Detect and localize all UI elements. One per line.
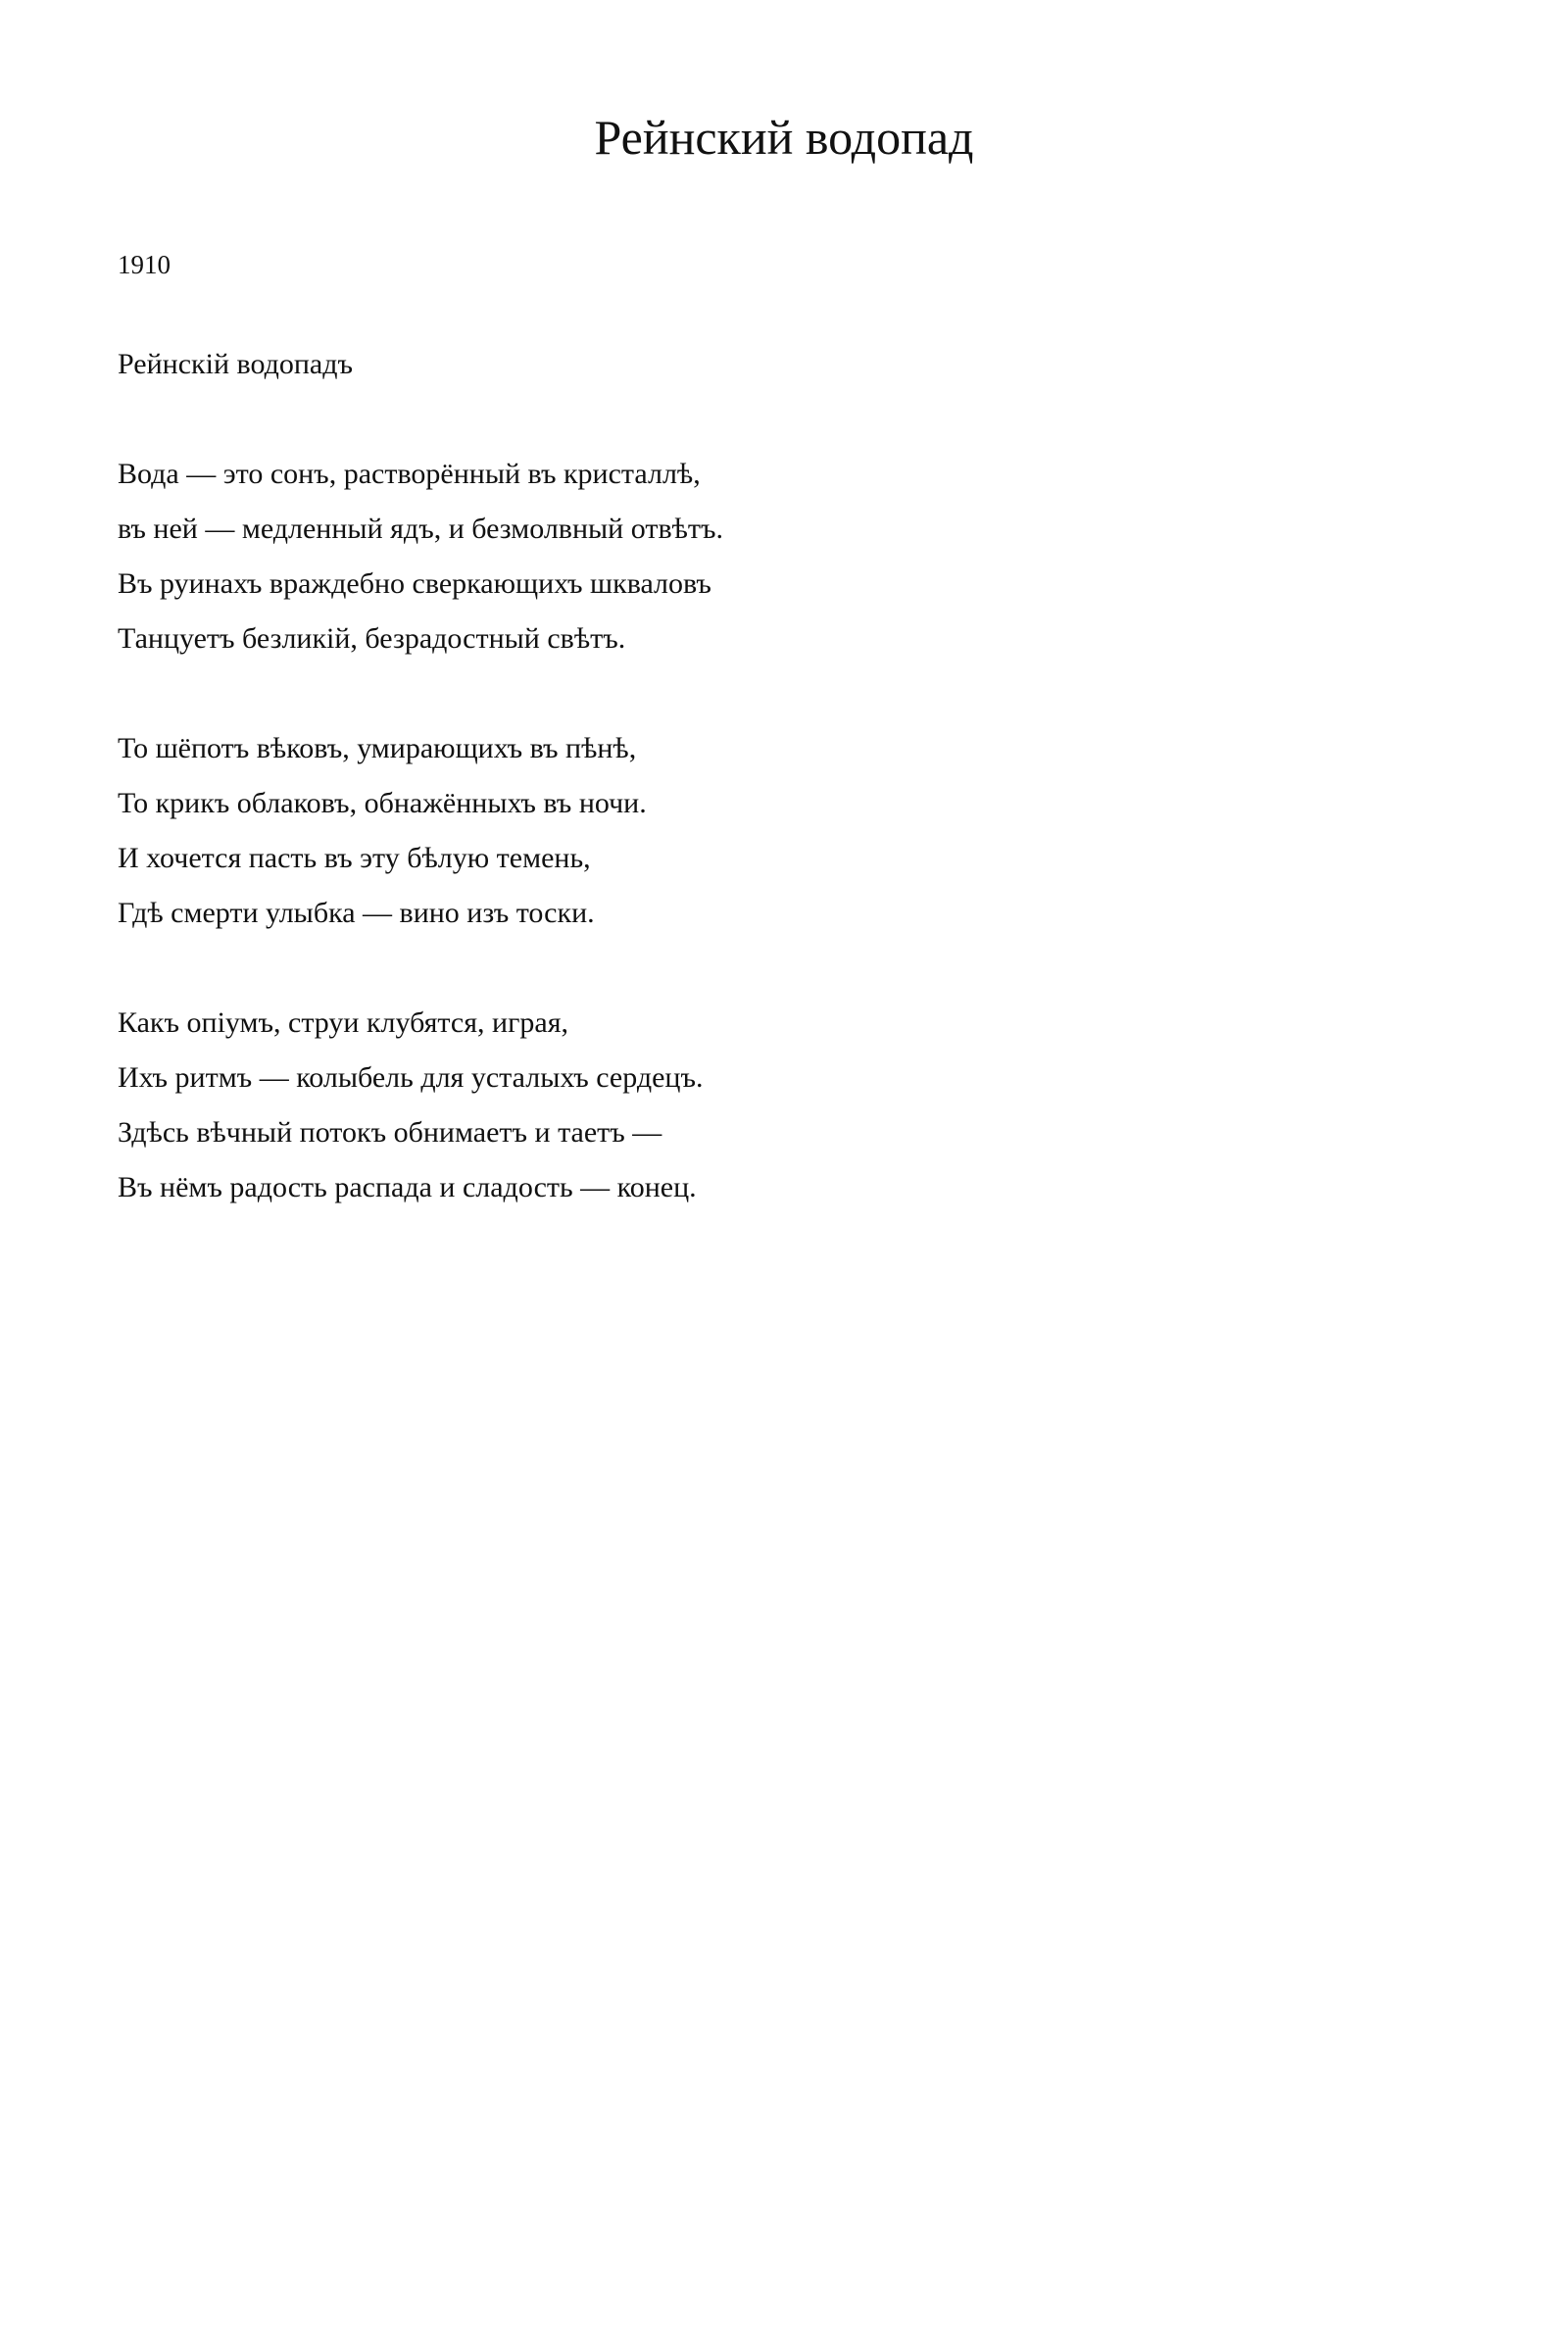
poem-line: То крикъ облаковъ, обнажённыхъ въ ночи.	[118, 787, 647, 819]
stanza-1	[118, 447, 1392, 666]
poem-line: И хочется пасть въ эту бѣлую темень,	[118, 842, 591, 874]
poem-line: Танцуетъ безликій, безрадостный свѣтъ.	[118, 622, 626, 655]
poem-line: Какъ опіумъ, струи клубятся, играя,	[118, 1006, 568, 1039]
year-label: 1910	[118, 250, 171, 279]
stanza-2	[118, 721, 1392, 941]
poem-line: Ихъ ритмъ — колыбель для усталыхъ сердецъ.	[118, 1061, 704, 1094]
poem-line: То шёпотъ вѣковъ, умирающихъ въ пѣнѣ,	[118, 732, 637, 764]
poem-line: Вода — это сонъ, растворённый въ кристаллѣ,	[118, 458, 701, 490]
poem-line: Въ нёмъ радость распада и сладость — конец.	[118, 1171, 697, 1203]
poem-line: Гдѣ смерти улыбка — вино изъ тоски.	[118, 897, 595, 929]
poem-heading: Рейнскій водопадъ	[118, 348, 353, 380]
poem-line: въ ней — медленный ядъ, и безмолвный отвѣтъ.	[118, 513, 724, 545]
stanza-3	[118, 996, 1392, 1215]
poem-line: Здѣсь вѣчный потокъ обнимаетъ и таетъ —	[118, 1116, 662, 1149]
page-title: Рейнский водопад	[594, 110, 974, 165]
poem-line: Въ руинахъ враждебно сверкающихъ шкваловъ	[118, 567, 711, 600]
